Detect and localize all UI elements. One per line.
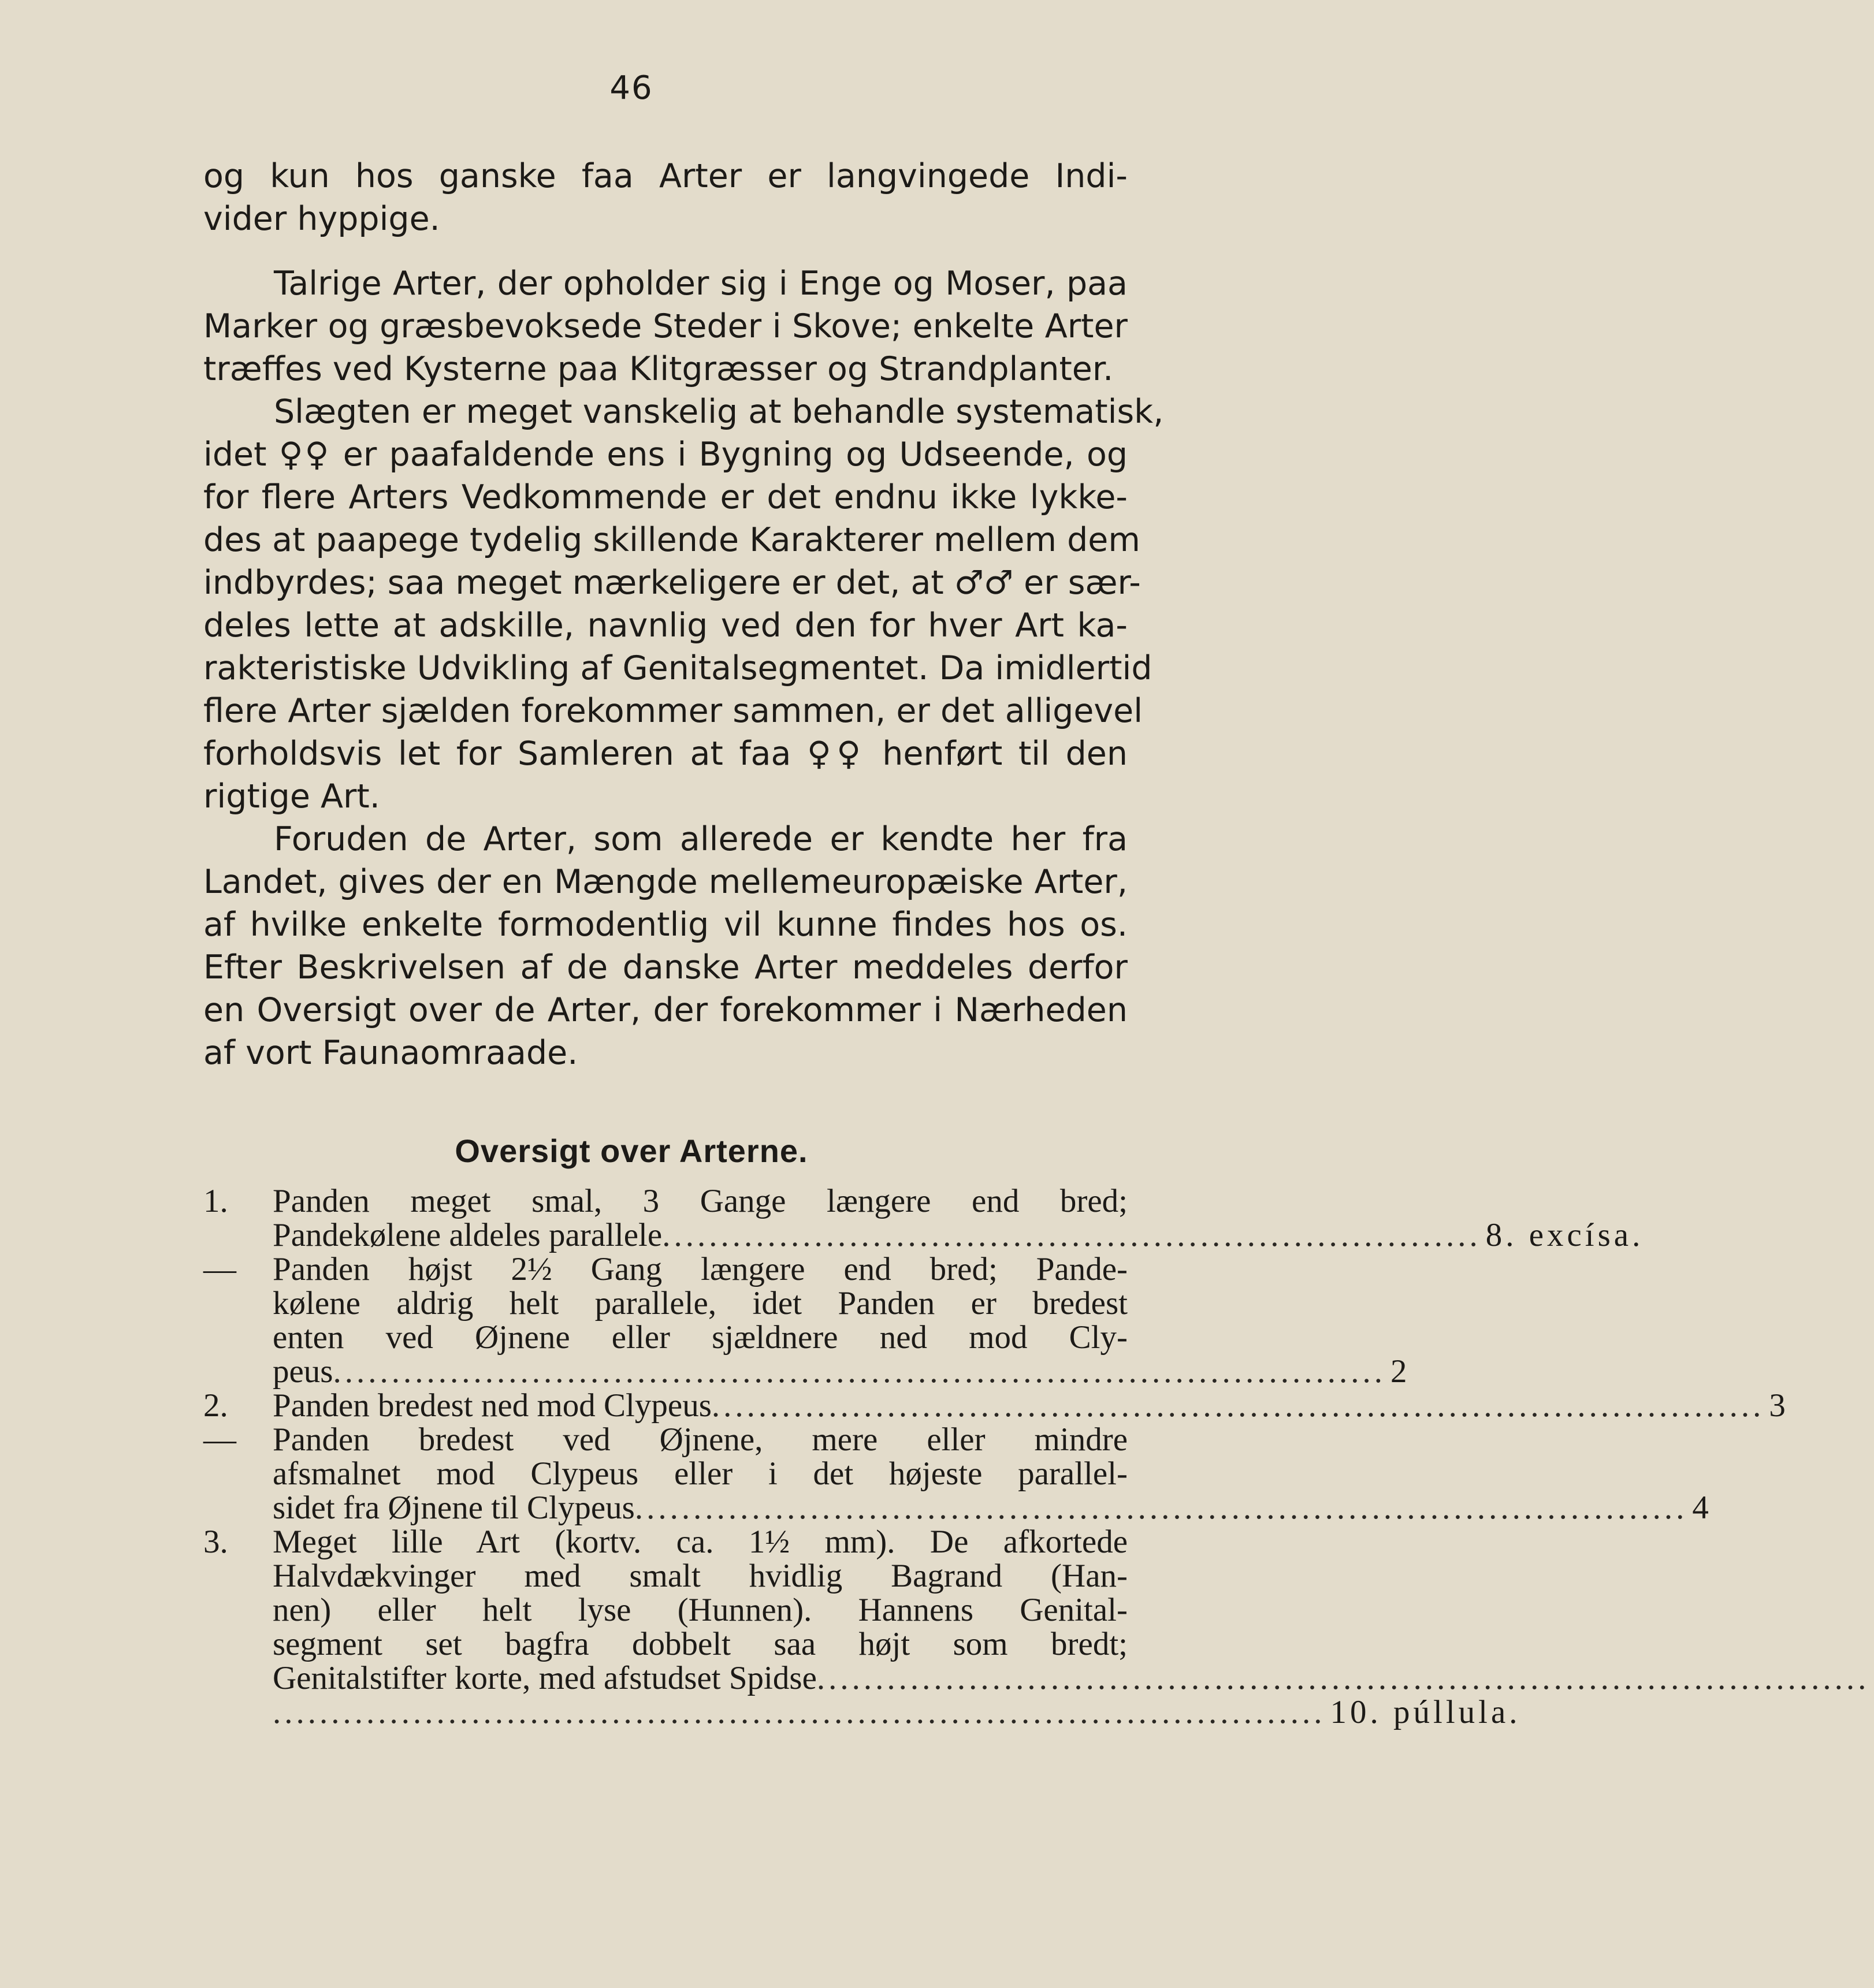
- key-text: Pandekølene aldeles parallele: [273, 1217, 663, 1253]
- identification-key: [203, 1183, 1870, 1730]
- text-line: Efter Beskrivelsen af de danske Arter meddeles derfor: [203, 948, 1128, 986]
- key-text: Genitalstifter korte, med afstudset Spidse: [273, 1660, 817, 1696]
- key-row: [203, 1217, 1644, 1253]
- key-row: [203, 1184, 1128, 1218]
- leader-dots: ..........................................................................................: [711, 1387, 1765, 1424]
- key-text: enten ved Øjnene eller sjældnere ned mod Cly-: [273, 1319, 1128, 1356]
- key-text: Panden meget smal, 3 Gange længere end bred;: [273, 1183, 1128, 1219]
- key-text: nen) eller helt lyse (Hunnen). Hannens Genital-: [273, 1592, 1128, 1628]
- section-heading: Oversigt over Arterne.: [455, 1133, 808, 1169]
- key-label: 1.: [203, 1183, 228, 1219]
- text-line: rakteristiske Udvikling af Genitalsegmentet. Da imidlertid: [203, 649, 1152, 687]
- text-line: Foruden de Arter, som allerede er kendte her fra: [274, 820, 1128, 858]
- text-line: Marker og græsbevoksede Steder i Skove; enkelte Arter: [203, 307, 1128, 345]
- key-text: Meget lille Art (kortv. ca. 1½ mm). De afkortede: [273, 1524, 1128, 1560]
- body-text: [203, 155, 1164, 1074]
- leader-dots: ..........................................................................................: [273, 1694, 1326, 1730]
- key-row: [203, 1525, 1128, 1559]
- key-text: Panden bredest ned mod Clypeus: [273, 1387, 712, 1424]
- key-row: [203, 1559, 1128, 1593]
- text-line: idet ♀♀ er paafaldende ens i Bygning og Udseende, og: [203, 435, 1128, 474]
- leader-dots: ..........................................................................................: [634, 1490, 1688, 1526]
- key-row: [203, 1320, 1128, 1354]
- key-row: [203, 1660, 1870, 1696]
- text-line: indbyrdes; saa meget mærkeligere er det, at ♂♂ er sær-: [203, 564, 1141, 602]
- key-label: 3.: [203, 1524, 228, 1560]
- text-line: af vort Faunaomraade.: [203, 1034, 578, 1072]
- text-line: vider hyppige.: [203, 200, 440, 238]
- key-result: 10. púllula.: [1330, 1694, 1521, 1730]
- text-line: flere Arter sjælden forekommer sammen, er det alligevel: [203, 692, 1143, 730]
- key-text: sidet fra Øjnene til Clypeus: [273, 1490, 635, 1526]
- leader-dots: ......................................................................: [662, 1217, 1481, 1253]
- text-line: Landet, gives der en Mængde mellemeuropæiske Arter,: [203, 863, 1128, 901]
- key-result: 8. excísa.: [1485, 1217, 1644, 1253]
- key-label: 2.: [203, 1387, 228, 1424]
- text-line: og kun hos ganske faa Arter er langvingede Indi-: [203, 157, 1128, 195]
- key-row: [203, 1423, 1128, 1457]
- key-text: segment set bagfra dobbelt saa højt som bredt;: [273, 1626, 1128, 1662]
- key-row: [203, 1286, 1128, 1320]
- text-line: Slægten er meget vanskelig at behandle systematisk,: [274, 393, 1164, 431]
- key-text: Halvdækvinger med smalt hvidlig Bagrand (Han-: [273, 1558, 1128, 1594]
- key-result: 3: [1769, 1387, 1786, 1424]
- text-line: træffes ved Kysterne paa Klitgræsser og Strandplanter.: [203, 350, 1114, 388]
- key-row: [203, 1593, 1128, 1627]
- key-result: 4: [1692, 1490, 1709, 1526]
- text-line: for flere Arters Vedkommende er det endnu ikke lykke-: [203, 478, 1128, 516]
- key-text: afsmalnet mod Clypeus eller i det højeste parallel-: [273, 1455, 1128, 1492]
- key-text: Panden højst 2½ Gang længere end bred; Pande-: [273, 1251, 1128, 1287]
- key-label: —: [203, 1421, 236, 1458]
- key-row: [203, 1457, 1128, 1491]
- key-row: [203, 1353, 1407, 1390]
- text-line: deles lette at adskille, navnlig ved den for hver Art ka-: [203, 606, 1128, 645]
- key-row: [203, 1627, 1128, 1661]
- key-text: Panden bredest ved Øjnene, mere eller mindre: [273, 1421, 1128, 1458]
- key-label: —: [203, 1251, 236, 1287]
- key-text: kølene aldrig helt parallele, idet Panden er bredest: [273, 1285, 1128, 1321]
- key-result: 2: [1390, 1353, 1407, 1390]
- key-row: [203, 1252, 1128, 1286]
- key-text: peus: [273, 1353, 333, 1390]
- text-line: des at paapege tydelig skillende Karakterer mellem dem: [203, 521, 1140, 559]
- text-line: rigtige Art.: [203, 777, 380, 816]
- key-row: [203, 1490, 1709, 1526]
- key-row: [203, 1387, 1786, 1424]
- leader-dots: ..........................................................................................: [816, 1660, 1870, 1696]
- key-row: [203, 1694, 1521, 1730]
- leader-dots: ..........................................................................................: [333, 1353, 1386, 1390]
- text-line: Talrige Arter, der opholder sig i Enge og Moser, paa: [274, 265, 1128, 303]
- text-line: en Oversigt over de Arter, der forekommer i Nærheden: [203, 991, 1128, 1029]
- text-line: forholdsvis let for Samleren at faa ♀♀ henført til den: [203, 735, 1128, 773]
- text-line: af hvilke enkelte formodentlig vil kunne findes hos os.: [203, 906, 1128, 944]
- page-number: 46: [609, 69, 653, 107]
